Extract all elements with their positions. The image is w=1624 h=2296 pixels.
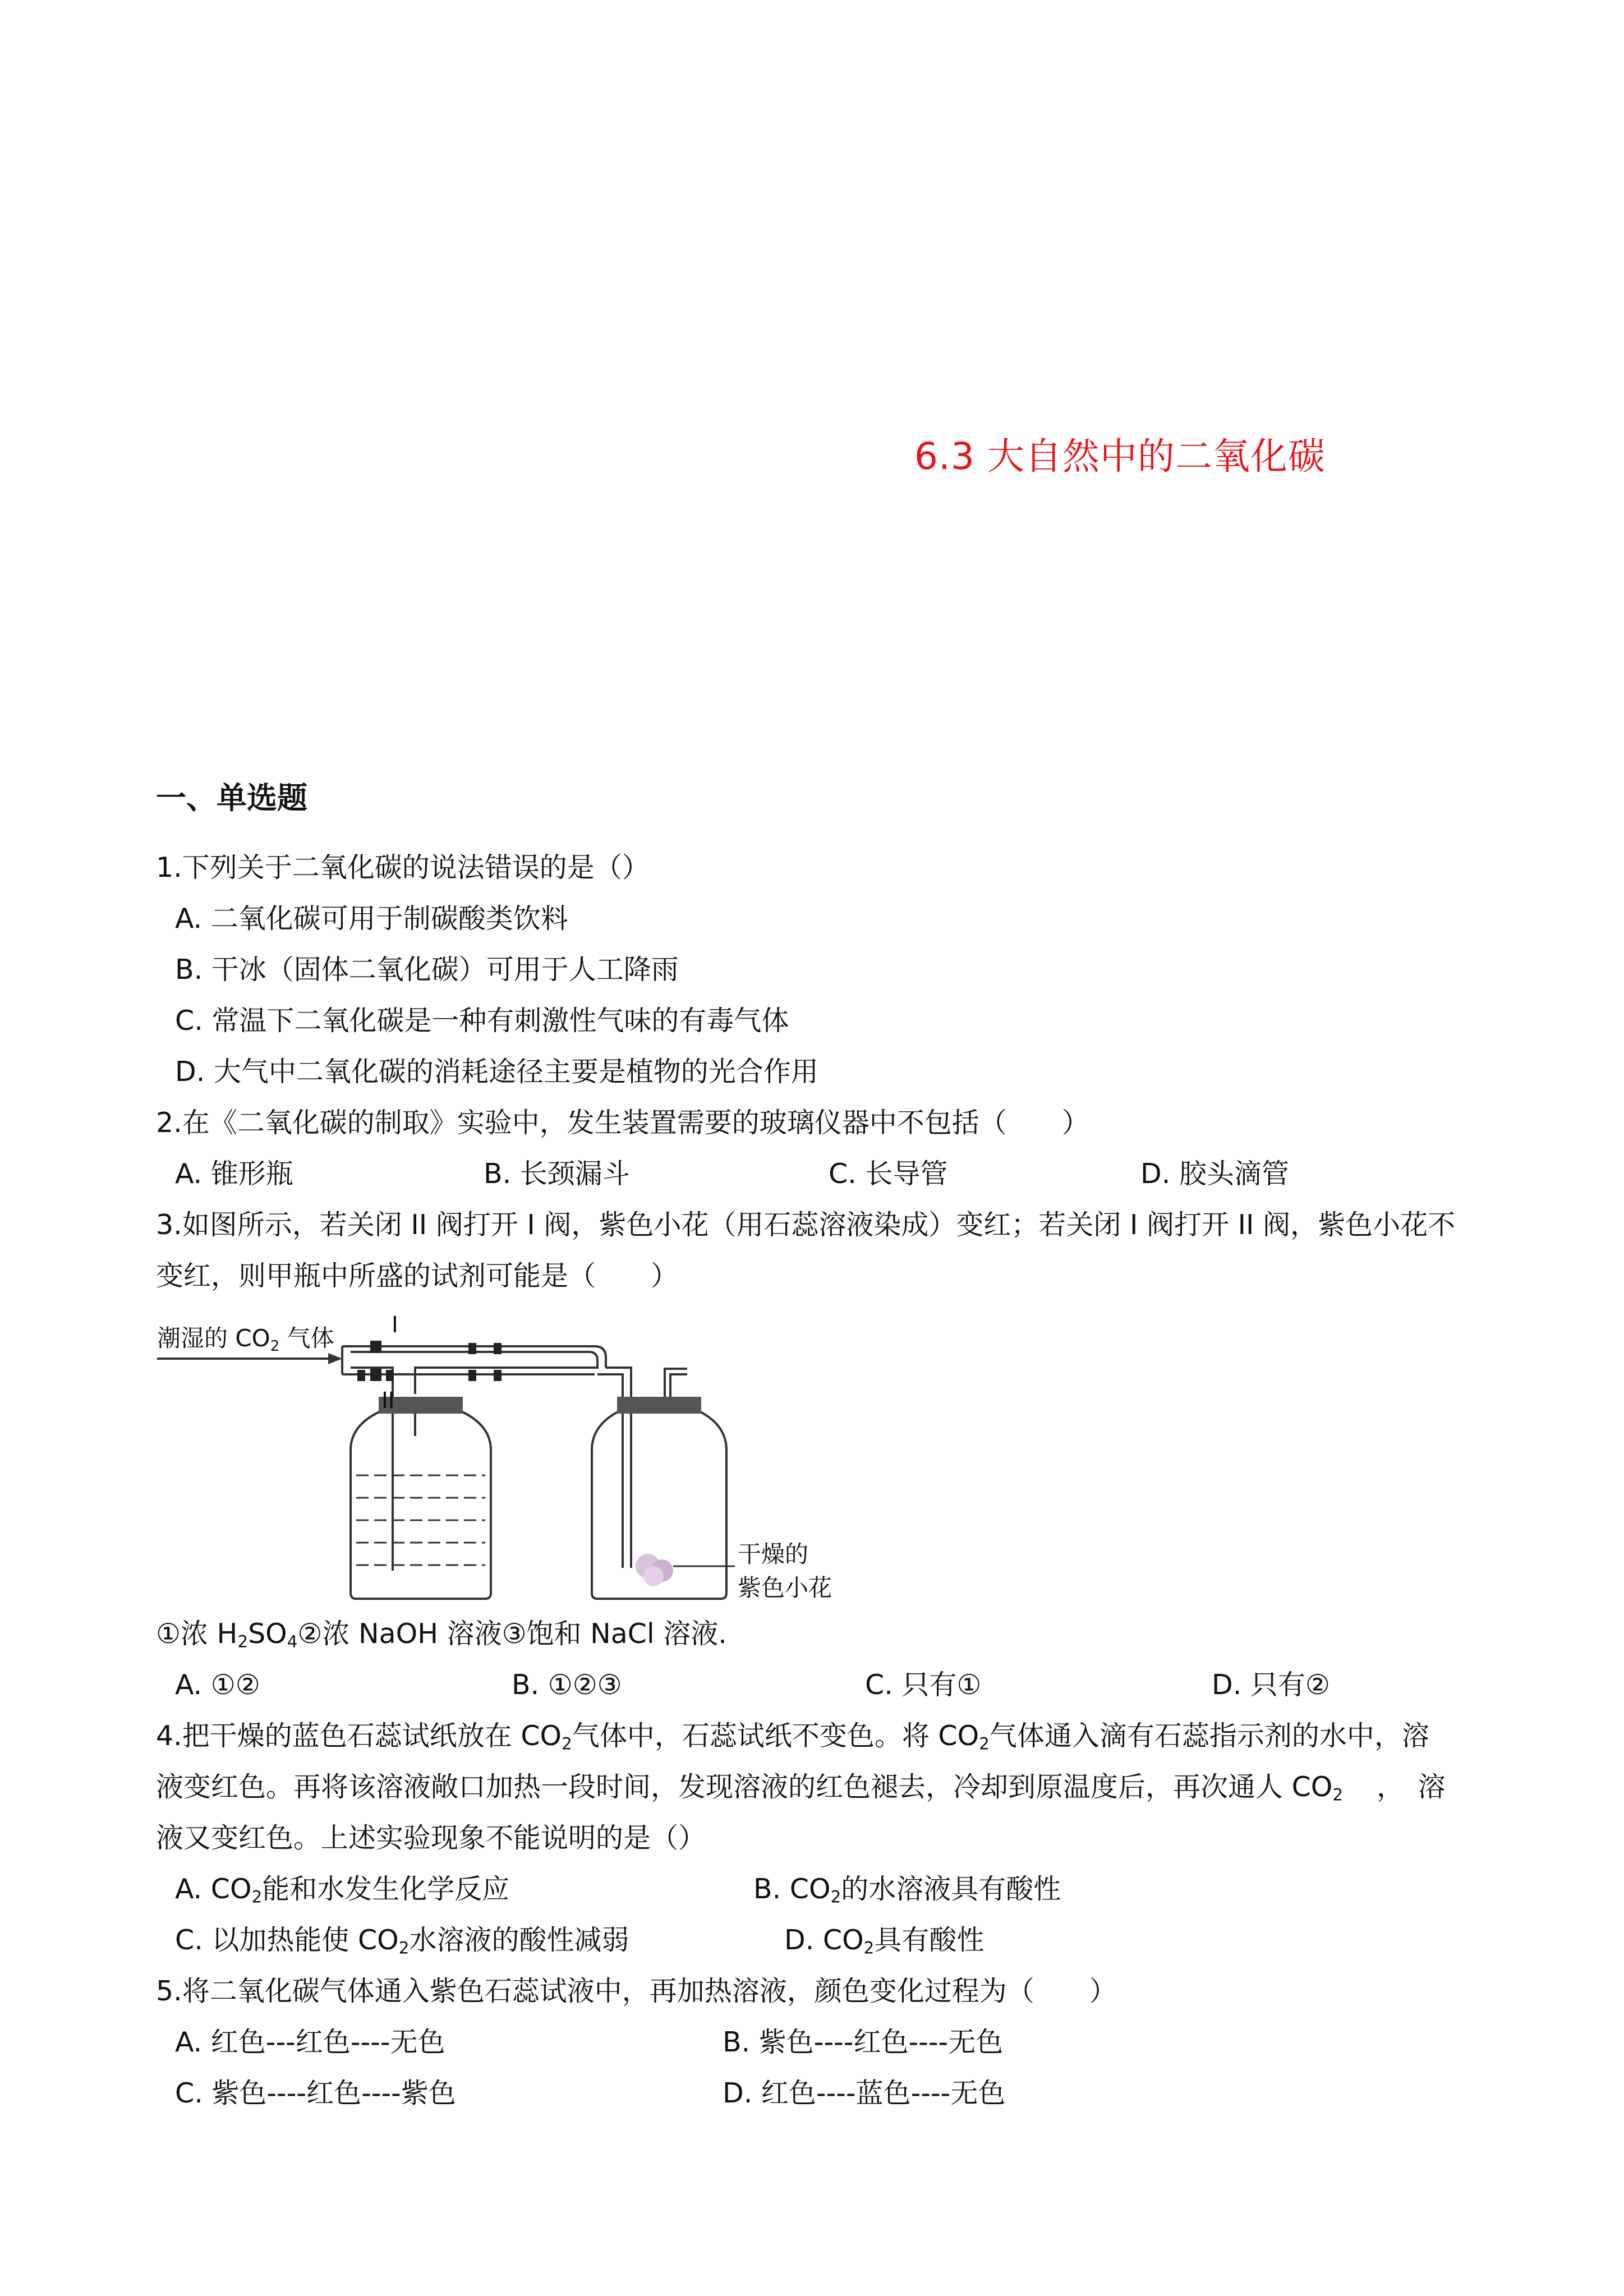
q5-stem: 5.将二氧化碳气体通入紫色石蕊试液中，再加热溶液，颜色变化过程为（ ） <box>156 1975 1117 2007</box>
q1-option-d: D. 大气中二氧化碳的消耗途径主要是植物的光合作用 <box>175 1056 818 1088</box>
q3-option-c: C. 只有① <box>865 1669 982 1701</box>
q5-option-d: D. 红色----蓝色----无色 <box>723 2077 1006 2109</box>
q3-apparatus-diagram <box>157 1307 853 1604</box>
flower-icon <box>636 1554 673 1586</box>
q4-option-c: C. 以加热能使 $CO_2$水溶液的酸性减弱 <box>175 1924 629 1958</box>
q2-option-c: C. 长导管 <box>829 1158 948 1190</box>
q1-stem: 1.下列关于二氧化碳的说法错误的是（） <box>156 852 650 884</box>
q1-option-b: B. 干冰（固体二氧化碳）可用于人工降雨 <box>175 954 679 986</box>
q2-stem: 2.在《二氧化碳的制取》实验中，发生装置需要的玻璃仪器中不包括（ ） <box>156 1107 1089 1139</box>
section-heading: 一、单选题 <box>156 780 307 816</box>
q5-option-b: B. 紫色----红色----无色 <box>723 2026 1004 2058</box>
q4-stem-line2: 液变红色。再将该溶液敞口加热一段时间，发现溶液的红色褪去，冷却到原温度后，再次通人 $CO_2$ ， 溶 <box>156 1771 1446 1805</box>
q1-option-c: C. 常温下二氧化碳是一种有刺激性气味的有毒气体 <box>175 1005 789 1037</box>
q3-reagents: ①浓 $H_2SO_4②$浓 NaOH 溶液③饱和 NaCl 溶液. <box>156 1618 727 1651</box>
flower-label-1: 干燥的 <box>738 1540 809 1568</box>
q2-option-a: A. 锥形瓶 <box>175 1158 293 1190</box>
q1-option-a: A. 二氧化碳可用于制碳酸类饮料 <box>175 903 568 935</box>
q4-stem-line3: 液又变红色。上述实验现象不能说明的是（） <box>156 1822 706 1854</box>
flower-label-2: 紫色小花 <box>738 1574 832 1602</box>
q4-stem-line1: 4.把干燥的蓝色石蕊试纸放在 $CO_2$气体中，石蕊试纸不变色。将 $CO_2$气体通入滴有石蕊指示剂的水中，溶 <box>156 1720 1429 1754</box>
q5-option-c: C. 紫色----红色----紫色 <box>175 2077 456 2109</box>
q4-option-d: D. $CO_2$具有酸性 <box>784 1924 984 1958</box>
q4-option-b: B. $CO_2$的水溶液具有酸性 <box>753 1873 1061 1907</box>
q3-stem-line2: 变红，则甲瓶中所盛的试剂可能是（ ） <box>156 1260 679 1292</box>
svg-text:潮湿的 CO2 气体: 潮湿的 CO2 气体 <box>157 1324 334 1355</box>
q5-option-a: A. 红色---红色----无色 <box>175 2026 445 2058</box>
valve-2-label: II <box>381 1388 395 1414</box>
q2-option-d: D. 胶头滴管 <box>1140 1158 1289 1190</box>
document-title: 6.3 大自然中的二氧化碳 <box>914 435 1326 478</box>
q3-stem-line1: 3.如图所示，若关闭 II 阀打开 I 阀，紫色小花（用石蕊溶液染成）变红；若关闭 I 阀打开 II 阀，紫色小花不 <box>156 1209 1456 1241</box>
q3-option-a: A. ①② <box>175 1669 260 1701</box>
q3-option-b: B. ①②③ <box>512 1669 622 1701</box>
valve-1-label: I <box>392 1312 398 1338</box>
q4-option-a: A. $CO_2$能和水发生化学反应 <box>175 1873 510 1907</box>
q3-option-d: D. 只有② <box>1212 1669 1330 1701</box>
q2-option-b: B. 长颈漏斗 <box>484 1158 630 1190</box>
